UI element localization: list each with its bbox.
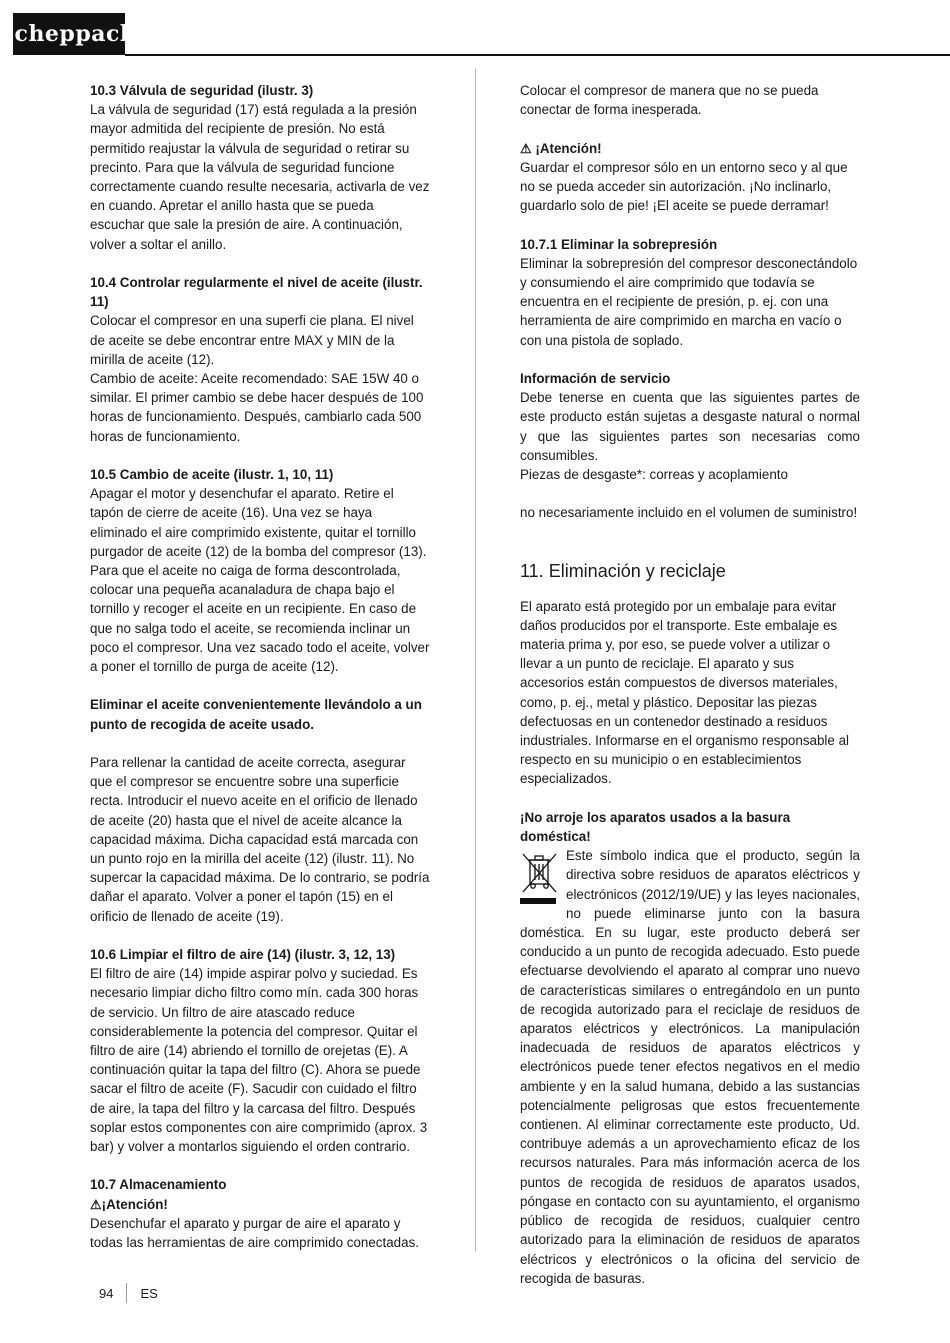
section-10-5-body: Apagar el motor y desenchufar el aparato. Retire el tapón de cierre de aceite (16). Una vez se haya eliminado el aire comprimido existente, quitar el tornillo purgador de aceite (12) de la bomba del compresor (13). Para que el aceite no caiga de forma descontrolada, colocar una pequeña acanaladura de chapa bajo el tornillo y recoger el aceite en un recipiente. En caso de que no salga todo el aceite, se recomienda inclinar un poco el compresor. Una vez sacado todo el aceite, volver a poner el tornillo de purga de aceite (12). [90, 486, 430, 675]
weee-body: Este símbolo indica que el producto, según la directiva sobre residuos de aparatos eléctricos y electrónicos (2012/19/UE) y las leyes nacionales, no puede eliminarse junto con la basura doméstica. En su lugar, este producto deberá ser conducido a un punto de recogida adecuado. Esto puede efectuarse devolviendo el aparato al comprar uno nuevo de características similares o entregándolo en un punto de recogida autorizado para el reciclaje de residuos de aparatos eléctricos y electrónicos. La manipulación inadecuada de residuos de aparatos eléctricos y electrónicos puede tener efectos negativos en el medio ambiente y en la salud humana, debido a las sustancias potencialmente peligrosas que estos frecuentemente contienen. Al eliminar correctamente este producto, Ud. contribuye además a un aprovechamiento eficaz de los recursos naturales. Para más información acerca de los puntos de recogida de residuos de aparatos usados, póngase en contacto con su ayuntamiento, el organismo público de recogida de residuos, cualquier centro autorizado para la eliminación de residuos de aparatos eléctricos y electrónicos o la oficina del servicio de recogida de basuras. [520, 848, 860, 1286]
section-10-7-body: Desenchufar el aparato y purgar de aire el aparato y todas las herramientas de aire comprimido conectadas. [90, 1215, 419, 1251]
section-10-6-title: 10.6 Limpiar el filtro de aire (14) (ilustr. 3, 12, 13) [90, 947, 396, 963]
section-10-6-body: El filtro de aire (14) impide aspirar polvo y suciedad. Es necesario limpiar dicho filtro como mín. cada 300 horas de servicio. Un filtro de aire atascado reduce considerablemente la potencia del compresor. Quitar el filtro de aire (14) abriendo el tornillo de orejetas (E). A continuación quitar la tapa del filtro (C). Ahora se puede sacar el filtro de aceite (F). Sacudir con cuidado el filtro de aire, la tapa del filtro y la carcasa del filtro. Después soplar estos componentes con aire comprimido (aprox. 3 bar) y volver a montarlos siguiendo el orden contrario. [90, 966, 428, 1155]
wear-parts: Piezas de desgaste*: correas y acoplamiento [520, 467, 788, 483]
right-column [520, 81, 860, 1288]
section-10-3-title: 10.3 Válvula de seguridad (ilustr. 3) [90, 83, 314, 98]
weee-title: ¡No arroje los aparatos usados a la basura doméstica! [520, 809, 791, 845]
storage-warning-title: ¡Atención! [535, 140, 602, 156]
section-10-3-body: La válvula de seguridad (17) está regulada a la presión mayor admitida del recipiente de presión. No está permitido reajustar la válvula de seguridad o retirar su precinto. Para que la válvula de seguridad funcione correctamente cuando resulte necesaria, activarla de vez en cuando. Apretar el anillo hasta que se pueda escuchar que sale la presión de aire. A continuación, volver a soltar el anillo. [90, 102, 430, 252]
header-rule [125, 54, 950, 56]
crossed-out-wheelie-bin-icon [520, 850, 560, 910]
warning-triangle-icon: ⚠ [520, 140, 532, 156]
service-info-title: Información de servicio [520, 371, 671, 386]
storage-warning-body: Guardar el compresor sólo en un entorno seco y al que no se pueda acceder sin autorización. ¡No inclinarlo, guardarlo solo de pie! ¡El aceite se puede derramar! [520, 159, 848, 214]
section-10-7-title: 10.7 Almacenamiento [90, 1177, 227, 1193]
section-10-7-1-title: 10.7.1 Eliminar la sobrepresión [520, 236, 718, 252]
language-code: ES [140, 1285, 158, 1301]
section-10-4-title: 10.4 Controlar regularmente el nivel de aceite (ilustr. 11) [90, 275, 423, 310]
section-10-5-title: 10.5 Cambio de aceite (ilustr. 1, 10, 11) [90, 467, 334, 483]
page-footer [99, 1283, 158, 1303]
service-info-body: Debe tenerse en cuenta que las siguientes partes de este producto están sujetas a desgaste natural o normal y que las siguientes partes son necesarias como consumibles. [520, 390, 860, 463]
left-column [90, 81, 430, 1252]
oil-disposal-title: Eliminar el aceite convenientemente llevándolo a un punto de recogida de aceite usado. [90, 697, 422, 732]
section-11-body: El aparato está protegido por un embalaje para evitar daños producidos por el transporte. Este embalaje es materia prima y, por eso, se puede volver a utilizar o llevar a un punto de reciclaje. El aparato y sus accesorios están compuestos de diversos materiales, como, p. ej., metal y plástico. Depositar las piezas defectuosas en un contenedor destinado a residuos industriales. Informarse en el organismo responsable al respecto en su municipio o en establecimientos especializados. [520, 598, 849, 787]
section-10-7-warning: ¡Atención! [101, 1196, 168, 1212]
page-number: 94 [99, 1285, 114, 1301]
oil-refill-body: Para rellenar la cantidad de aceite correcta, asegurar que el compresor se encuentre sobre una superficie recta. Introducir el nuevo aceite en el orificio de llenado de aceite (20) hasta que el nivel de aceite alcance la capacidad máxima. Dicha capacidad está marcada con un punto rojo en la mirilla del aceite (12) (ilustr. 11). No supercar la capacidad máxima. De lo contrario, se podría dañar el aparato. Volver a poner el tapón (15) en el orificio de llenado de aceite (19). [90, 755, 430, 924]
weee-block [520, 846, 860, 1288]
service-note: no necesariamente incluido en el volumen de suministro! [520, 505, 858, 521]
section-10-7-1-body: Eliminar la sobrepresión del compresor desconectándolo y consumiendo el aire comprimido que todavía se encuentra en el recipiente de presión, p. ej. con una herramienta de aire comprimido en marcha en vacío o con una pistola de soplado. [520, 255, 858, 348]
section-10-4-body-1: Colocar el compresor en una superfi cie plana. El nivel de aceite se debe encontrar entre MAX y MIN de la mirilla de aceite (12). [90, 313, 414, 367]
logo-text: scheppach [1, 21, 137, 47]
footer-separator [126, 1283, 127, 1303]
placement-body: Colocar el compresor de manera que no se pueda conectar de forma inesperada. [520, 83, 819, 118]
brand-logo [1, 13, 137, 55]
section-11-title: 11. Eliminación y reciclaje [520, 560, 726, 581]
section-10-4-body-2: Cambio de aceite: Aceite recomendado: SAE 15W 40 o similar. El primer cambio se debe hacer después de 100 horas de funcionamiento. Después, cambiarlo cada 500 horas de funcionamiento. [90, 371, 424, 444]
warning-triangle-icon: ⚠ [90, 1196, 102, 1212]
column-divider [475, 68, 476, 1252]
